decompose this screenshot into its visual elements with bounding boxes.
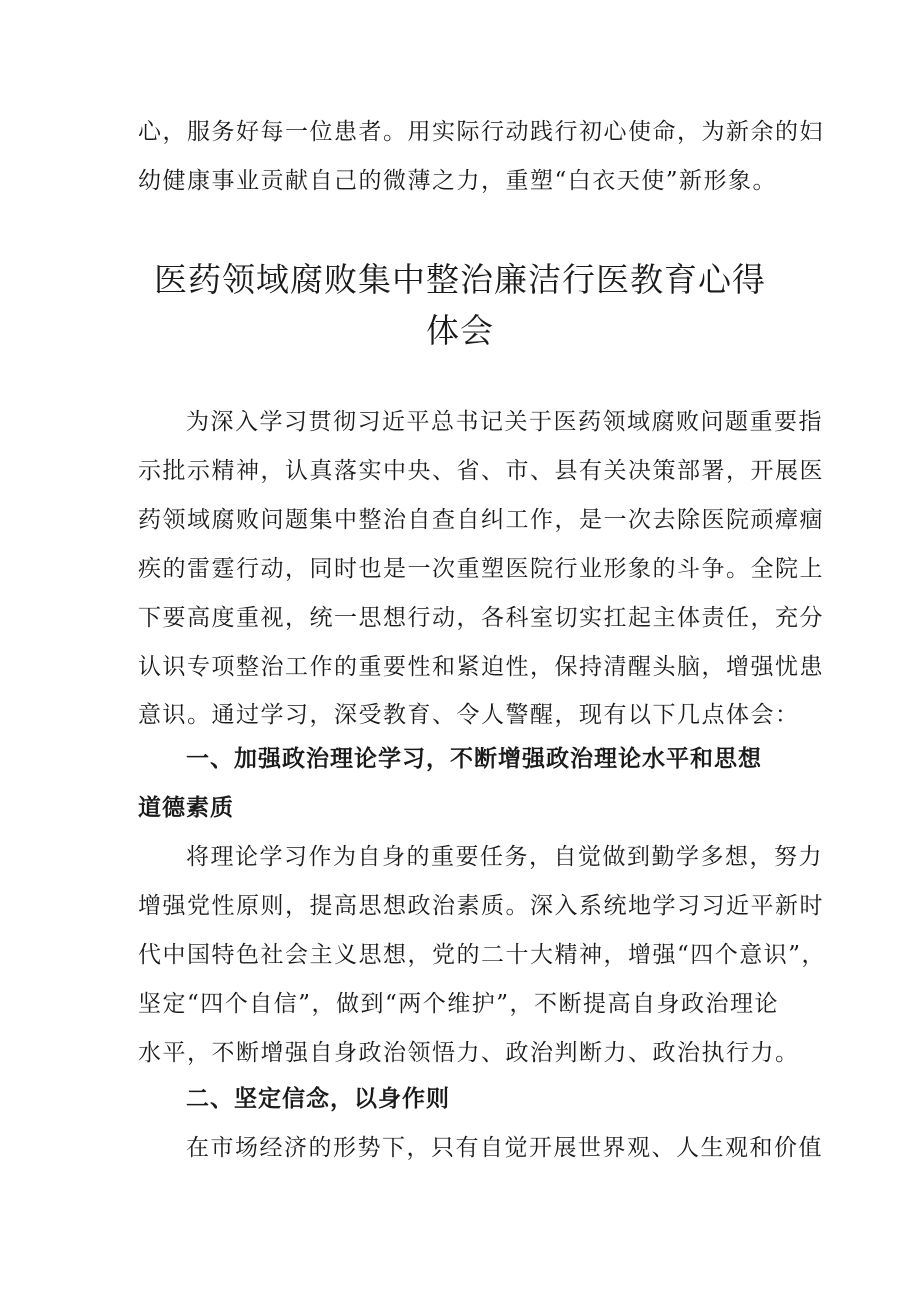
section-1-line-2: 增强党性原则，提高思想政治素质。深入系统地学习习近平新时 <box>138 893 824 919</box>
paragraph-1-line-2: 示批示精神，认真落实中央、省、市、县有关决策部署，开展医 <box>138 458 824 484</box>
paragraph-1-line-5: 下要高度重视，统一思想行动，各科室切实扛起主体责任，充分 <box>138 605 824 631</box>
paragraph-1-line-3: 药领域腐败问题集中整治自查自纠工作，是一次去除医院顽瘴痼 <box>138 507 824 533</box>
paragraph-1-line-6: 认识专项整治工作的重要性和紧迫性，保持清醒头脑，增强忧患 <box>138 654 824 680</box>
document-title-line-2: 体会 <box>426 311 494 350</box>
paragraph-1-line-7: 意识。通过学习，深受教育、令人警醒，现有以下几点体会： <box>138 702 800 728</box>
section-2-line-1: 在市场经济的形势下，只有自觉开展世界观、人生观和价值 <box>186 1135 823 1161</box>
intro-line-1: 心，服务好每一位患者。用实际行动践行初心使命，为新余的妇 <box>138 119 824 145</box>
section-1-heading-line-2: 道德素质 <box>138 795 234 821</box>
document-title-line-1: 医药领域腐败集中整治廉洁行医教育心得 <box>154 260 766 299</box>
paragraph-1-line-4: 疾的雷霆行动，同时也是一次重塑医院行业形象的斗争。全院上 <box>138 556 824 582</box>
section-2-heading: 二、坚定信念，以身作则 <box>186 1086 450 1112</box>
section-1-line-4: 坚定“四个自信”，做到“两个维护”，不断提高自身政治理论 <box>138 991 780 1017</box>
intro-line-2: 幼健康事业贡献自己的微薄之力，重塑“白衣天使”新形象。 <box>138 168 778 194</box>
section-1-line-5: 水平，不断增强自身政治领悟力、政治判断力、政治执行力。 <box>138 1040 800 1066</box>
paragraph-1-line-1: 为深入学习贯彻习近平总书记关于医药领域腐败问题重要指 <box>186 409 823 435</box>
section-1-heading-line-1: 一、加强政治理论学习，不断增强政治理论水平和思想 <box>186 746 762 772</box>
section-1-line-3: 代中国特色社会主义思想，党的二十大精神，增强“四个意识”， <box>138 942 827 968</box>
section-1-line-1: 将理论学习作为自身的重要任务，自觉做到勤学多想，努力 <box>186 844 823 870</box>
